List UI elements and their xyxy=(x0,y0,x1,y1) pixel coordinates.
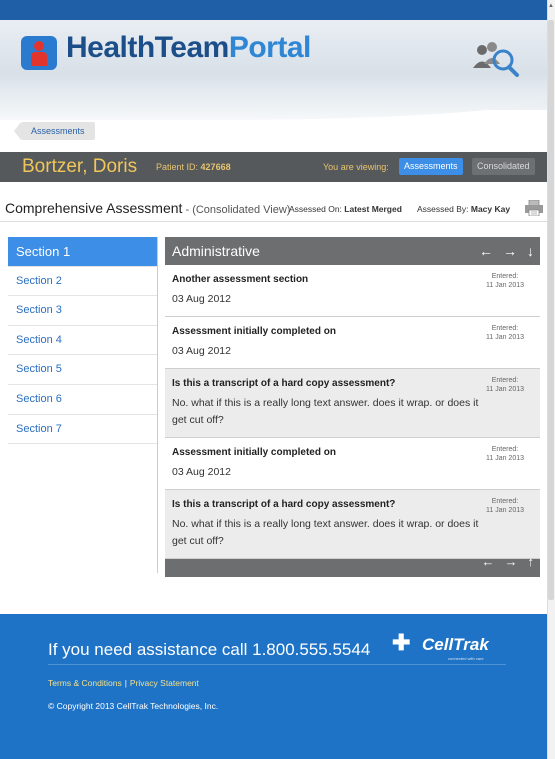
tab-assessments[interactable]: Assessments xyxy=(399,158,463,175)
header-decoration xyxy=(0,80,547,120)
entered-date: 11 Jan 2013 xyxy=(485,455,524,462)
page-footer xyxy=(0,614,547,759)
logo-text-part1: HealthTeam xyxy=(66,31,229,64)
section-item-7[interactable]: Section 7 xyxy=(8,415,157,445)
assessment-title-row xyxy=(0,192,547,222)
celltrak-cross-icon: ✚ xyxy=(392,630,411,655)
entered-date: 11 Jan 2013 xyxy=(485,282,524,289)
arrow-down-icon[interactable]: ↓ xyxy=(527,243,534,259)
section-item-1[interactable]: Section 1 xyxy=(8,237,157,267)
entered-date: 11 Jan 2013 xyxy=(485,386,524,393)
question-text: Is this a transcript of a hard copy assessment? xyxy=(172,499,396,510)
assessed-by-value: Macy Kay xyxy=(470,204,511,214)
question-row xyxy=(165,369,540,438)
assessment-panel xyxy=(165,237,540,577)
answer-text: 03 Aug 2012 xyxy=(172,293,231,305)
question-row xyxy=(165,265,540,317)
answer-text: No. what if this is a really long text answer. does it wrap. or does it get cut off? xyxy=(172,518,479,547)
celltrak-brand: CellTrak xyxy=(422,635,489,654)
answer-text: 03 Aug 2012 xyxy=(172,466,231,478)
question-row xyxy=(165,317,540,369)
question-row xyxy=(165,438,540,490)
question-text: Is this a transcript of a hard copy assessment? xyxy=(172,378,396,389)
answer-text: No. what if this is a really long text answer. does it wrap. or does it get cut off? xyxy=(172,397,479,426)
vertical-scrollbar[interactable] xyxy=(547,0,555,759)
entered-date: 11 Jan 2013 xyxy=(485,507,524,514)
entered-stamp xyxy=(486,376,524,394)
patient-id xyxy=(156,162,231,172)
question-text: Assessment initially completed on xyxy=(172,326,336,337)
app-logo[interactable] xyxy=(66,31,311,65)
scrollbar-thumb[interactable] xyxy=(548,20,554,600)
viewing-label: You are viewing: xyxy=(323,162,389,172)
print-icon[interactable] xyxy=(525,200,543,216)
assessed-by xyxy=(417,204,510,214)
panel-footer-nav xyxy=(482,554,535,569)
question-text: Another assessment section xyxy=(172,274,309,285)
celltrak-logo[interactable] xyxy=(392,632,502,662)
entered-date: 11 Jan 2013 xyxy=(485,334,524,341)
copyright: © Copyright 2013 CellTrak Technologies, Inc. xyxy=(48,701,219,711)
section-item-2[interactable]: Section 2 xyxy=(8,267,157,297)
app-header xyxy=(0,20,547,110)
assistance-phone: If you need assistance call 1.800.555.5544 xyxy=(48,640,371,659)
panel-nav xyxy=(479,237,534,265)
assessed-by-label: Assessed By: xyxy=(417,204,469,214)
entered-label: Entered: xyxy=(491,498,519,505)
arrow-right-icon[interactable]: → xyxy=(503,243,517,259)
terms-link[interactable]: Terms & Conditions xyxy=(48,678,122,688)
tab-consolidated[interactable]: Consolidated xyxy=(472,158,535,175)
entered-label: Entered: xyxy=(491,273,519,280)
section-nav xyxy=(8,237,157,444)
logo-icon xyxy=(21,36,57,70)
assessed-on-value: Latest Merged xyxy=(344,204,402,214)
scroll-up-icon[interactable]: ▲ xyxy=(548,3,554,9)
panel-title: Administrative xyxy=(172,243,260,259)
footer-divider xyxy=(48,664,506,665)
entered-label: Entered: xyxy=(491,377,519,384)
breadcrumb-assessments[interactable]: Assessments xyxy=(21,122,95,140)
section-item-6[interactable]: Section 6 xyxy=(8,385,157,415)
entered-label: Entered: xyxy=(491,325,519,332)
assessed-on-label: Assessed On: xyxy=(289,204,342,214)
browser-top-bar xyxy=(0,0,555,20)
patient-id-label: Patient ID: xyxy=(156,162,199,172)
entered-stamp xyxy=(486,324,524,342)
logo-text-part2: Portal xyxy=(228,31,311,64)
arrow-right-icon[interactable]: → xyxy=(504,554,518,569)
celltrak-tagline: connected with care xyxy=(448,656,484,661)
answer-text: 03 Aug 2012 xyxy=(172,345,231,357)
entered-stamp xyxy=(486,445,524,463)
assessment-view: - (Consolidated View) xyxy=(182,204,291,216)
search-people-icon[interactable] xyxy=(468,38,522,78)
assessment-title xyxy=(5,200,290,216)
footer-link-separator: | xyxy=(124,678,127,688)
arrow-up-icon[interactable]: ↑ xyxy=(527,554,534,569)
arrow-left-icon[interactable]: ← xyxy=(479,243,493,259)
patient-name: Bortzer, Doris xyxy=(22,156,138,177)
section-item-4[interactable]: Section 4 xyxy=(8,326,157,356)
section-item-3[interactable]: Section 3 xyxy=(8,296,157,326)
arrow-left-icon[interactable]: ← xyxy=(481,554,495,569)
section-item-5[interactable]: Section 5 xyxy=(8,355,157,385)
assessment-title-text: Comprehensive Assessment xyxy=(5,200,183,216)
assessed-on xyxy=(289,204,402,214)
patient-id-value: 427668 xyxy=(200,162,231,172)
privacy-link[interactable]: Privacy Statement xyxy=(129,678,199,688)
footer-links xyxy=(48,678,199,688)
panel-header xyxy=(165,237,540,265)
patient-bar xyxy=(0,152,547,182)
entered-label: Entered: xyxy=(491,446,519,453)
entered-stamp xyxy=(486,497,524,515)
panel-footer xyxy=(165,554,540,577)
question-text: Assessment initially completed on xyxy=(172,447,336,458)
entered-stamp xyxy=(486,272,524,290)
sidebar-divider xyxy=(157,237,158,573)
question-row xyxy=(165,490,540,559)
